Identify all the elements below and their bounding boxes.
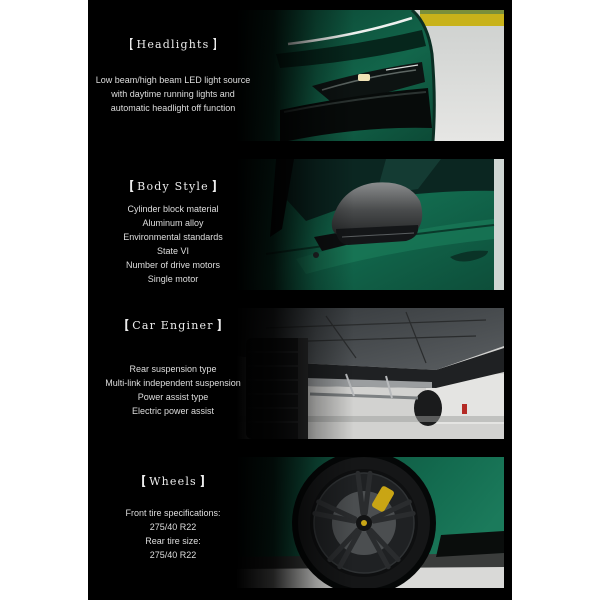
wheel-photo bbox=[236, 457, 504, 588]
description-line: Number of drive motors bbox=[125, 260, 221, 270]
bracket-close bbox=[197, 475, 205, 487]
description-line: Single motor bbox=[147, 274, 199, 284]
description-line: Aluminum alloy bbox=[142, 218, 204, 228]
title-text: Body Style bbox=[137, 180, 209, 193]
description-line: Electric power assist bbox=[131, 406, 215, 416]
description-line: Front tire specifications: bbox=[125, 508, 221, 518]
description-line: Environmental standards bbox=[123, 232, 223, 242]
spec-panel bbox=[88, 0, 512, 600]
description-line: automatic headlight off function bbox=[110, 103, 236, 113]
section-title bbox=[88, 475, 258, 489]
description-line: 275/40 R22 bbox=[149, 522, 197, 532]
section-wheels bbox=[88, 0, 512, 600]
description-line: Low beam/high beam LED light source bbox=[95, 75, 251, 85]
description-line: Multi-link independent suspension bbox=[105, 378, 241, 388]
description-line: Rear tire size: bbox=[145, 536, 201, 546]
description-line: Cylinder block material bbox=[127, 204, 219, 214]
bracket-open bbox=[141, 475, 149, 487]
title-text: Car Enginer bbox=[132, 319, 214, 332]
description-line: State VI bbox=[156, 246, 190, 256]
description-line: with daytime running lights and bbox=[111, 89, 235, 99]
section-description bbox=[88, 506, 258, 562]
fade-overlay bbox=[236, 457, 504, 588]
description-line: 275/40 R22 bbox=[149, 550, 197, 560]
title-text: Headlights bbox=[136, 38, 210, 51]
description-line: Rear suspension type bbox=[129, 364, 217, 374]
title-text: Wheels bbox=[149, 475, 197, 488]
description-line: Power assist type bbox=[137, 392, 209, 402]
